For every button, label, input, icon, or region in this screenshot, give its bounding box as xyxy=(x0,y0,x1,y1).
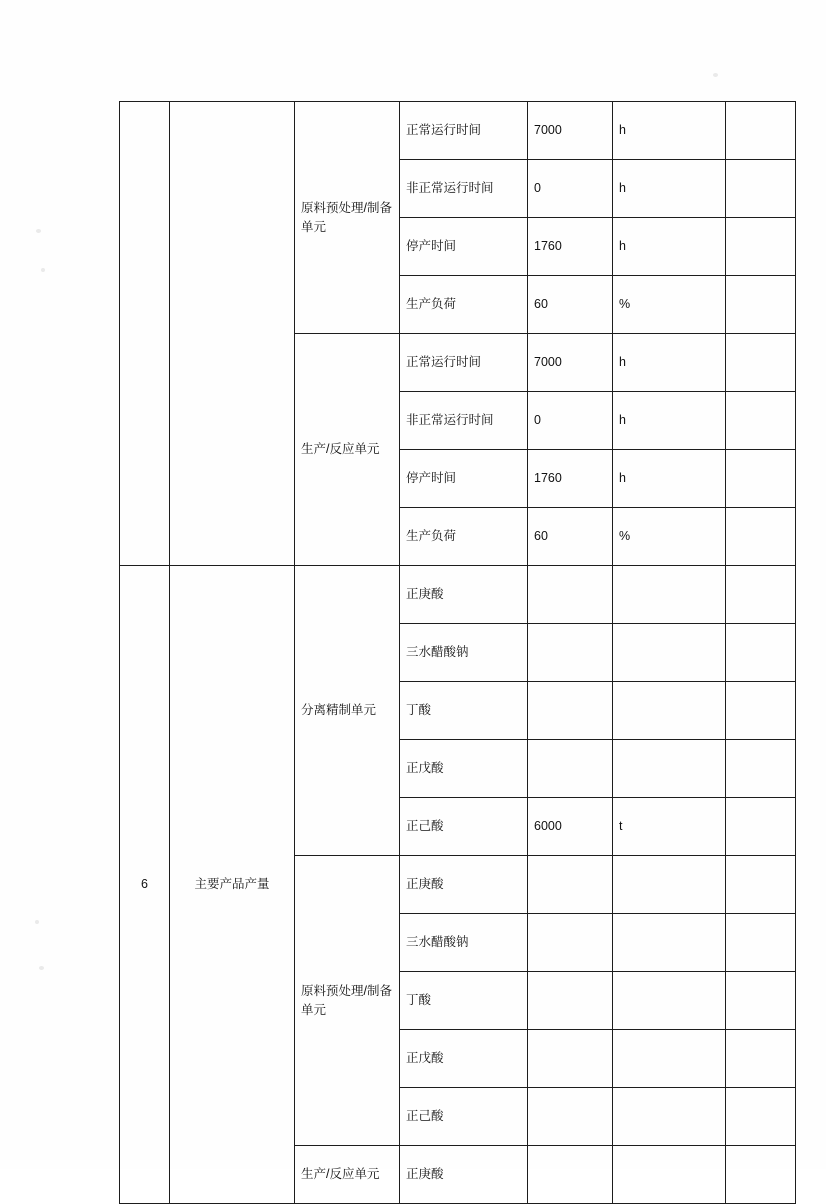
cell-param: 三水醋酸钠 xyxy=(400,914,528,972)
cell-uom xyxy=(613,972,726,1030)
cell-value xyxy=(528,1146,613,1204)
cell-param: 三水醋酸钠 xyxy=(400,624,528,682)
cell-note xyxy=(726,798,796,856)
cell-uom xyxy=(613,856,726,914)
cell-unit-group-1: 原料预处理/制备单元 xyxy=(295,102,400,334)
cell-note xyxy=(726,1088,796,1146)
cell-section-item: 主要产品产量 xyxy=(170,566,295,1204)
cell-note xyxy=(726,856,796,914)
cell-note xyxy=(726,102,796,160)
cell-uom: h xyxy=(613,334,726,392)
cell-note xyxy=(726,682,796,740)
cell-uom xyxy=(613,1030,726,1088)
cell-value: 7000 xyxy=(528,334,613,392)
cell-value xyxy=(528,914,613,972)
cell-value: 60 xyxy=(528,276,613,334)
cell-value: 60 xyxy=(528,508,613,566)
cell-note xyxy=(726,624,796,682)
cell-uom: t xyxy=(613,798,726,856)
cell-param: 正己酸 xyxy=(400,798,528,856)
cell-value: 6000 xyxy=(528,798,613,856)
cell-value xyxy=(528,972,613,1030)
table-row xyxy=(120,566,796,624)
cell-value xyxy=(528,740,613,798)
cell-param: 正己酸 xyxy=(400,1088,528,1146)
cell-value xyxy=(528,856,613,914)
cell-section-number xyxy=(120,102,170,566)
cell-note xyxy=(726,218,796,276)
cell-note xyxy=(726,566,796,624)
cell-param: 正庚酸 xyxy=(400,856,528,914)
cell-param: 正常运行时间 xyxy=(400,334,528,392)
cell-note xyxy=(726,914,796,972)
cell-param: 停产时间 xyxy=(400,218,528,276)
cell-param: 丁酸 xyxy=(400,972,528,1030)
cell-uom xyxy=(613,740,726,798)
paper-speck xyxy=(35,920,39,924)
cell-section-number: 6 xyxy=(120,566,170,1204)
cell-value: 1760 xyxy=(528,218,613,276)
cell-value xyxy=(528,682,613,740)
cell-param: 非正常运行时间 xyxy=(400,392,528,450)
cell-uom xyxy=(613,566,726,624)
paper-speck xyxy=(36,229,41,233)
table-row xyxy=(120,102,796,160)
cell-param: 正常运行时间 xyxy=(400,102,528,160)
cell-uom: h xyxy=(613,160,726,218)
cell-section-item xyxy=(170,102,295,566)
cell-note xyxy=(726,972,796,1030)
cell-param: 丁酸 xyxy=(400,682,528,740)
cell-unit-group-3: 分离精制单元 xyxy=(295,566,400,856)
cell-param: 正戊酸 xyxy=(400,1030,528,1088)
cell-value xyxy=(528,566,613,624)
cell-note xyxy=(726,1146,796,1204)
cell-param: 正庚酸 xyxy=(400,566,528,624)
cell-param: 停产时间 xyxy=(400,450,528,508)
paper-speck xyxy=(39,966,44,970)
cell-note xyxy=(726,334,796,392)
cell-value: 7000 xyxy=(528,102,613,160)
cell-note xyxy=(726,392,796,450)
cell-param: 正庚酸 xyxy=(400,1146,528,1204)
cell-note xyxy=(726,450,796,508)
cell-value: 0 xyxy=(528,392,613,450)
cell-note xyxy=(726,740,796,798)
cell-value: 1760 xyxy=(528,450,613,508)
cell-unit-group-4: 原料预处理/制备单元 xyxy=(295,856,400,1146)
cell-uom xyxy=(613,914,726,972)
cell-uom: h xyxy=(613,102,726,160)
cell-uom xyxy=(613,1088,726,1146)
cell-unit-group-2: 生产/反应单元 xyxy=(295,334,400,566)
cell-param: 生产负荷 xyxy=(400,276,528,334)
cell-note xyxy=(726,1030,796,1088)
paper-speck xyxy=(41,268,45,272)
cell-uom: h xyxy=(613,392,726,450)
cell-value xyxy=(528,1030,613,1088)
production-parameters-table xyxy=(119,101,704,1204)
cell-uom: h xyxy=(613,450,726,508)
cell-note xyxy=(726,160,796,218)
cell-note xyxy=(726,276,796,334)
cell-uom xyxy=(613,624,726,682)
cell-value xyxy=(528,624,613,682)
cell-note xyxy=(726,508,796,566)
paper-speck xyxy=(713,73,718,77)
cell-param: 生产负荷 xyxy=(400,508,528,566)
cell-param: 非正常运行时间 xyxy=(400,160,528,218)
cell-value xyxy=(528,1088,613,1146)
cell-unit-group-5: 生产/反应单元 xyxy=(295,1146,400,1204)
cell-uom xyxy=(613,682,726,740)
cell-uom xyxy=(613,1146,726,1204)
cell-param: 正戊酸 xyxy=(400,740,528,798)
table xyxy=(119,101,796,1204)
cell-uom: % xyxy=(613,276,726,334)
cell-uom: % xyxy=(613,508,726,566)
cell-value: 0 xyxy=(528,160,613,218)
cell-uom: h xyxy=(613,218,726,276)
